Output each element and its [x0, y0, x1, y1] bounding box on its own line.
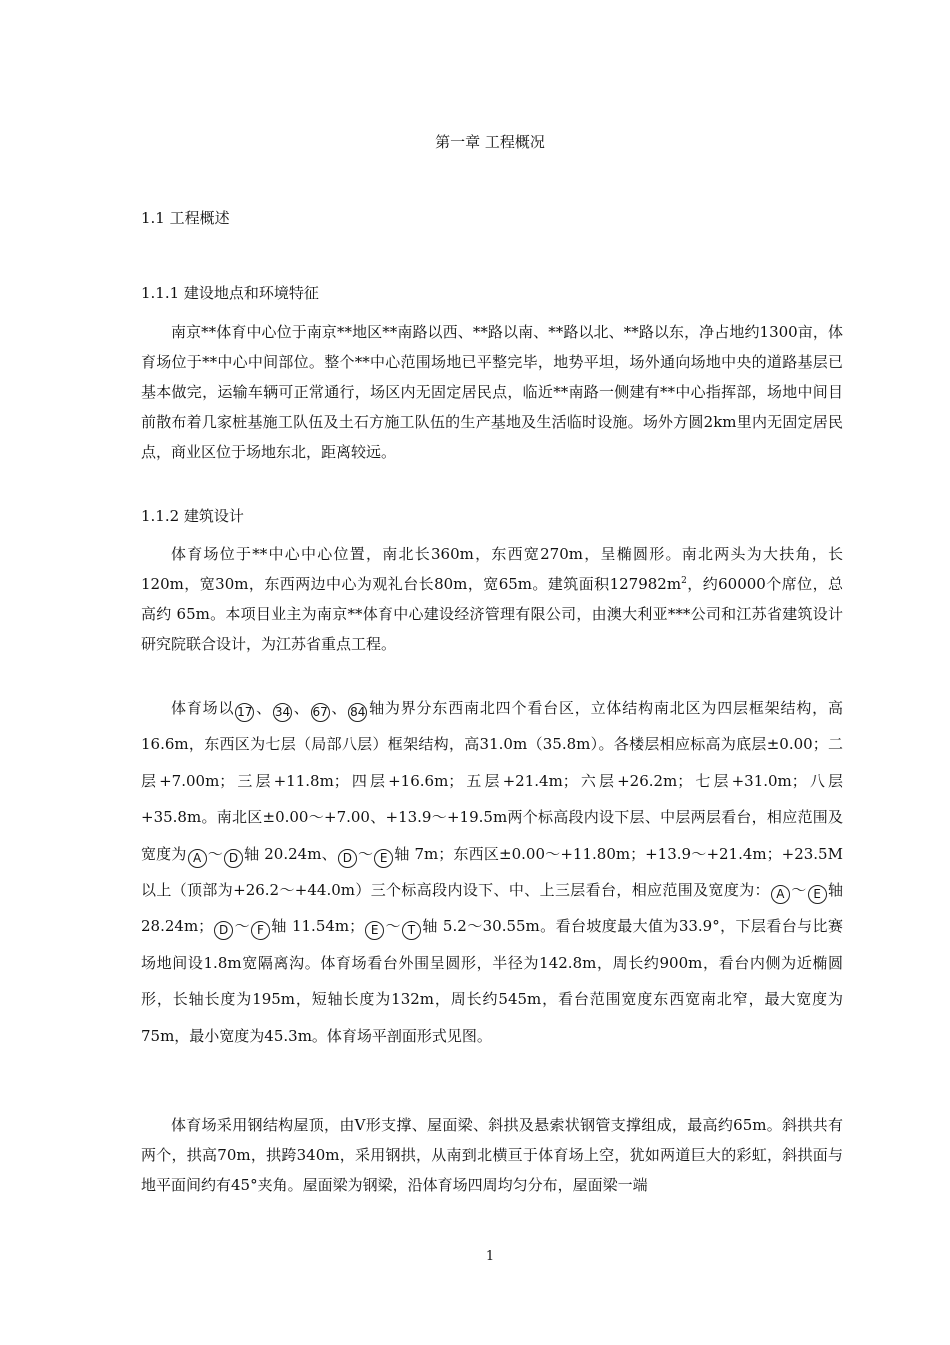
axis-marker-E: E: [808, 885, 827, 904]
text-seg: ～: [357, 844, 374, 863]
axis-marker-34: 34: [273, 703, 292, 722]
text-seg: 轴 11.54m；: [270, 917, 365, 936]
section-heading-1-1: 1.1 工程概述: [141, 209, 230, 227]
text-seg: 轴为界分东西南北四个看台区，立体结构南北区为四层框架结构，高16.6m，东西区为七层（局部八层）框架结构，高31.0m（35.8m）。各楼层相应标高为底层±0.00；二层+7.00m；三层+11.8m；四层+16.6m；五层+21.4m；六层+26.2m；七层+31.0m；八层+35.8m。南北区±0.00～+7.00、+13.9～+19.5m两个标高段内设下层、中层两层看台，相应范围及宽度为: [141, 699, 843, 863]
text-seg: ～: [790, 881, 807, 900]
text-seg: 轴 20.24m、: [243, 844, 337, 863]
text-seg: 轴 7m；东西区±0.00～+11.80m；+13.9～+21.4m；+23.5M以上（顶部为+26.2～+44.0m）三个标高段内设下、中、上三层看台，相应范围及宽度为：: [141, 844, 843, 900]
paragraph-steel-roof: 体育场采用钢结构屋顶，由V形支撑、屋面梁、斜拱及悬索状钢管支撑组成，最高约65m。斜拱共有两个，拱高70m，拱跨340m，采用钢拱，从南到北横亘于体育场上空，犹如两道巨大的彩虹，斜拱面与地平面间约有45°夹角。屋面梁为钢梁，沿体育场四周均匀分布，屋面梁一端: [141, 1116, 843, 1194]
axis-marker-D: D: [338, 849, 357, 868]
axis-marker-F: F: [251, 921, 270, 940]
axis-marker-E: E: [365, 921, 384, 940]
axis-marker-17: 17: [235, 703, 254, 722]
chapter-title: 第一章 工程概况: [435, 133, 545, 151]
text-seg: 、: [255, 699, 272, 717]
paragraph-architecture-design: [141, 539, 843, 659]
section-heading-1-1-2: 1.1.2 建筑设计: [141, 507, 244, 525]
axis-marker-84: 84: [348, 703, 367, 722]
axis-marker-E: E: [374, 849, 393, 868]
superscript-2: 2: [681, 576, 687, 586]
text-seg: 轴 5.2～30.55m。看台坡度最大值为33.9°，下层看台与比赛场地间设1.8m宽隔离沟。体育场看台外围呈圆形，半径为142.8m，周长约900m，看台内侧为近椭圆形，长轴长度为195m，短轴长度为132m，周长约545m，看台范围宽度东西宽南北窄，最大宽度为75m，最小宽度为45.3m。体育场平剖面形式见图。: [141, 917, 843, 1045]
text-seg: ～: [207, 844, 223, 863]
para2-text-b: ，约60000个席位，总高约 65m。本项目业主为南京**体育中心建设经济管理有限公司，由澳大利亚***公司和江苏省建筑设计研究院联合设计，为江苏省重点工程。: [141, 575, 844, 653]
text-seg: 、: [292, 699, 310, 717]
axis-marker-T: T: [402, 921, 421, 940]
text-seg: ～: [385, 917, 401, 936]
text-seg: 、: [330, 699, 348, 717]
axis-marker-D: D: [214, 921, 233, 940]
para2-text-a: 体育场位于**中心中心位置，南北长360m，东西宽270m，呈椭圆形。南北两头为大扶角，长120m，宽30m，东西两边中心为观礼台长80m，宽65m。建筑面积127982m: [141, 545, 843, 593]
axis-marker-D: D: [224, 849, 243, 868]
page-number: 1: [485, 1249, 495, 1264]
section-heading-1-1-1: 1.1.1 建设地点和环境特征: [141, 284, 319, 302]
text-seg: 轴 28.24m；: [141, 881, 843, 936]
axis-marker-67: 67: [311, 703, 330, 722]
text-seg: ～: [234, 917, 250, 936]
axis-marker-A: A: [771, 885, 790, 904]
paragraph-site-environment: 南京**体育中心位于南京**地区**南路以西、**路以南、**路以北、**路以东，净占地约1300亩，体育场位于**中心中间部位。整个**中心范围场地已平整完毕，地势平坦，场外通向场地中央的道路基层已基本做完，运输车辆可正常通行，场区内无固定居民点，临近**南路一侧建有**中心指挥部，场地中间目前散布着几家桩基施工队伍及土石方施工队伍的生产基地及生活临时设施。场外方圆2km里内无固定居民点，商业区位于场地东北，距离较远。: [141, 323, 843, 461]
axis-marker-A: A: [188, 849, 207, 868]
text-seg: 体育场以: [171, 699, 235, 717]
paragraph-structure: [141, 690, 843, 1054]
